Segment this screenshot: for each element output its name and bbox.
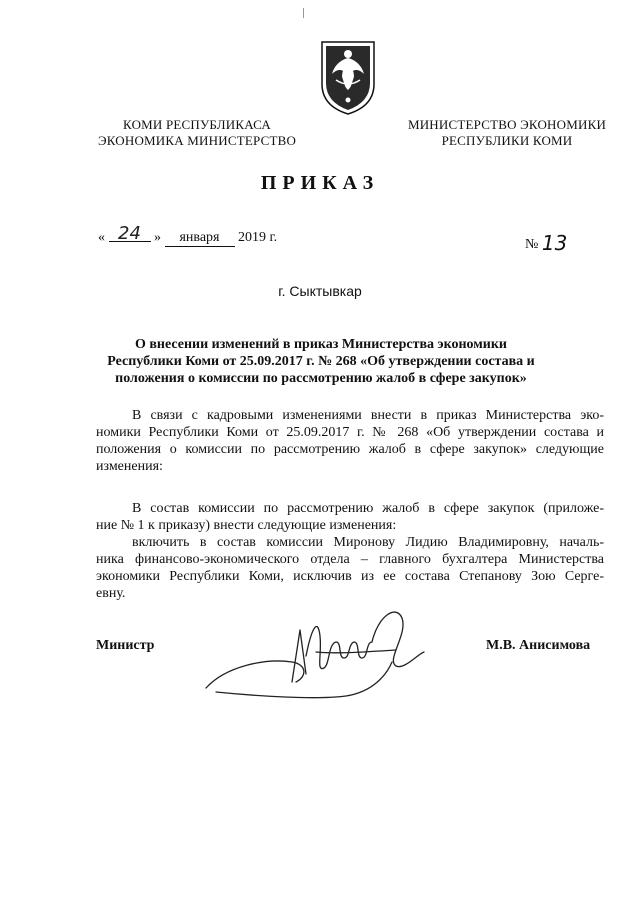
header-right-line-2: РЕСПУБЛИКИ КОМИ bbox=[441, 133, 573, 148]
number-value-handwritten: 13 bbox=[541, 231, 568, 255]
subject-line-2: Республики Коми от 25.09.2017 г. № 268 «Об утверждении состава и bbox=[107, 354, 535, 369]
date-close-quote: » bbox=[154, 230, 161, 245]
para2-line-2: ние № 1 к приказу) внести следующие изменения: bbox=[96, 518, 397, 533]
para2-line-5: экономики Республики Коми, исключив из ее состава Степанову Зою Серге- bbox=[96, 569, 604, 584]
coat-of-arms-emblem bbox=[318, 40, 378, 116]
para2-line-4: ника финансово-экономического отдела – главного бухгалтера Министерства bbox=[96, 552, 604, 567]
city-line: г. Сыктывкар bbox=[278, 283, 362, 299]
para1-line-3: положения о комиссии по рассмотрению жалоб в сфере закупок» следующие bbox=[96, 442, 604, 457]
header-left-komi bbox=[92, 117, 302, 149]
paragraph-2 bbox=[96, 500, 604, 602]
order-subject bbox=[96, 336, 546, 387]
signatory-position: Министр bbox=[96, 638, 155, 653]
date-day-handwritten: 24 bbox=[109, 227, 151, 242]
paragraph-1 bbox=[96, 407, 604, 475]
para1-line-2: номики Республики Коми от 25.09.2017 г. № 268 «Об утверждении состава и bbox=[96, 425, 604, 440]
order-number bbox=[525, 229, 567, 253]
header-left-line-2: ЭКОНОМИКА МИНИСТЕРСТВО bbox=[97, 133, 297, 148]
signatory-name: М.В. Анисимова bbox=[486, 638, 591, 653]
subject-line-1: О внесении изменений в приказ Министерства экономики bbox=[134, 337, 507, 352]
number-label: № bbox=[525, 237, 539, 252]
date-year: 2019 г. bbox=[238, 230, 278, 245]
para1-line-1: В связи с кадровыми изменениями внести в приказ Министерства эко- bbox=[132, 408, 604, 423]
date-open-quote: « bbox=[98, 230, 105, 245]
header-left-line-1: КОМИ РЕСПУБЛИКАСА bbox=[123, 117, 271, 132]
header-right-line-1: МИНИСТЕРСТВО ЭКОНОМИКИ bbox=[407, 117, 607, 132]
para2-line-6: евну. bbox=[96, 586, 126, 601]
order-date bbox=[98, 223, 278, 247]
scan-mark bbox=[303, 8, 304, 18]
para2-line-3: включить в состав комиссии Миронову Лидию Владимировну, началь- bbox=[132, 535, 604, 550]
para1-line-4: изменения: bbox=[96, 459, 163, 474]
document-title: ПРИКАЗ bbox=[260, 172, 380, 194]
header-right-russian bbox=[400, 117, 614, 149]
para2-line-1: В состав комиссии по рассмотрению жалоб в сфере закупок (приложе- bbox=[132, 501, 604, 516]
date-month: января bbox=[165, 230, 235, 247]
subject-line-3: положения о комиссии по рассмотрению жалоб в сфере закупок» bbox=[115, 371, 527, 386]
handwritten-signature bbox=[196, 596, 436, 706]
